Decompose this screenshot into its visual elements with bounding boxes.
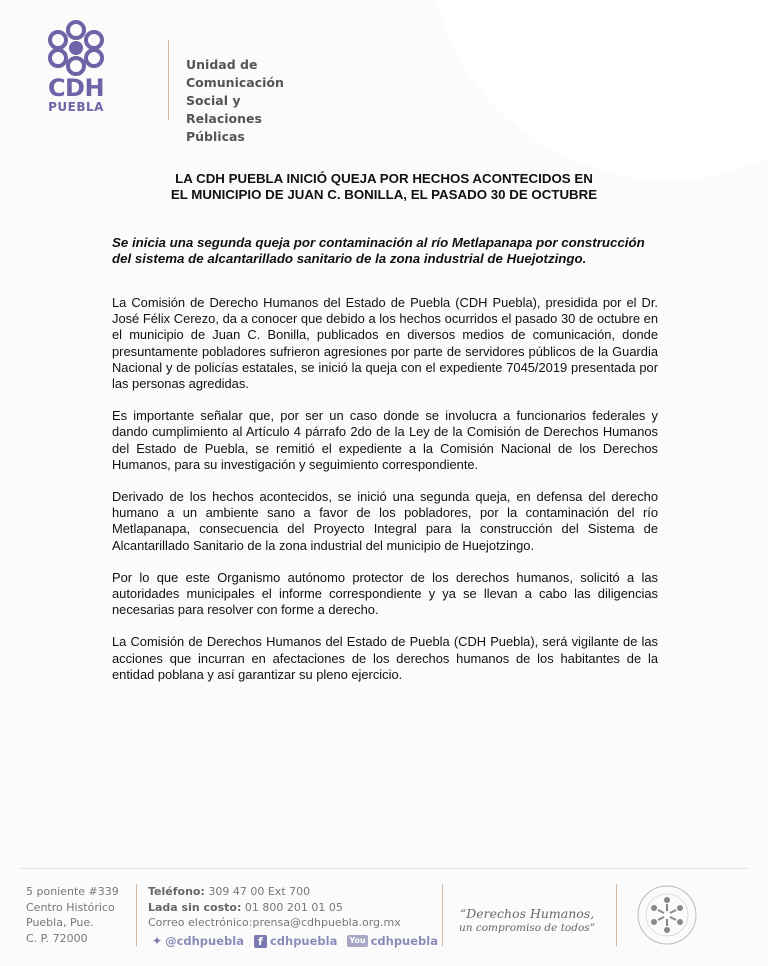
footer-divider <box>20 868 748 869</box>
email-link[interactable]: prensa@cdhpuebla.org.mx <box>252 916 401 929</box>
facebook-icon: f <box>254 935 267 948</box>
twitter-icon: ✦ <box>152 934 163 948</box>
twitter-handle: @cdhpuebla <box>165 934 244 948</box>
logo-cdh-text: CDH <box>47 74 105 102</box>
footer-motto <box>452 907 602 935</box>
youtube-handle: cdhpuebla <box>370 934 438 948</box>
tollfree-label: Lada sin costo: <box>148 900 242 914</box>
phone-label: Teléfono: <box>148 885 205 898</box>
document-body <box>112 295 658 699</box>
facebook-link[interactable] <box>254 934 337 948</box>
body-paragraph: La Comisión de Derechos Humanos del Estado de Puebla (CDH Puebla), será vigilante de las acciones que incurran en afectaciones de los derechos humanos de los habitantes de la entidad poblana y así garantizar su pleno ejercicio. <box>112 634 658 682</box>
tollfree-value: 01 800 201 01 05 <box>244 900 343 914</box>
social-links <box>152 934 438 948</box>
footer-separator <box>616 884 617 946</box>
unit-line: Comunicación Social y <box>186 75 284 108</box>
body-paragraph: Por lo que este Organismo autónomo protector de los derechos humanos, solicitó a las autoridades municipales el informe correspondiente y ya se llevan a cabo las diligencias necesarias para resolver con forme a derecho. <box>112 569 658 618</box>
equality-seal-icon <box>636 884 698 946</box>
motto-line: un compromiso de todos” <box>458 922 596 934</box>
corner-decoration <box>428 0 768 180</box>
footer-address <box>26 884 119 946</box>
document-title <box>110 171 658 203</box>
header-divider <box>168 40 169 120</box>
address-line: 5 poniente #339 <box>26 885 119 898</box>
motto-line: “Derechos Humanos, <box>459 906 595 921</box>
youtube-icon: You <box>349 936 366 945</box>
unit-line: Relaciones Públicas <box>186 111 262 144</box>
body-paragraph: Es importante señalar que, por ser un caso donde se involucra a funcionarios federales y dando cumplimiento al Artículo 4 párrafo 2do de la Ley de la Comisión de Derechos Humanos del Estado de Puebla, se remitió el expediente a la Comisión Nacional de los Derechos Humanos, para su investigación y seguimiento correspondiente. <box>112 408 658 472</box>
youtube-link[interactable] <box>347 934 438 948</box>
title-line: EL MUNICIPIO DE JUAN C. BONILLA, EL PASADO 30 DE OCTUBRE <box>170 187 598 202</box>
facebook-handle: cdhpuebla <box>269 934 338 948</box>
address-line: C. P. 72000 <box>26 931 88 945</box>
email-label: Correo electrónico: <box>148 916 253 929</box>
logo-puebla-text: PUEBLA <box>48 100 104 114</box>
footer-contact <box>148 884 401 931</box>
address-line: Centro Histórico <box>26 900 115 914</box>
body-paragraph: La Comisión de Derecho Humanos del Estado de Puebla (CDH Puebla), presidida por el Dr. José Félix Cerezo, da a conocer que debido a los hechos ocurridos el pasado 30 de octubre en el municipio de Juan C. Bonilla, publicados en diversos medios de comunicación, donde presuntamente pobladores sufrieron agresiones por parte de servidores públicos de la Guardia Nacional y de policías estatales, se inició la queja con el expediente 7045/2019 presentada por las personas agredidas. <box>112 295 658 392</box>
logo-flower-icon <box>44 18 108 76</box>
unit-line: Unidad de <box>186 57 258 72</box>
document-subtitle: Se inicia una segunda queja por contaminación al río Metlapanapa por construcción del sistema de alcantarillado sanitario de la zona industrial de Huejotzingo. <box>112 235 645 266</box>
cdh-logo <box>44 18 108 114</box>
address-line: Puebla, Pue. <box>26 916 94 929</box>
footer-separator <box>442 884 443 946</box>
unit-name <box>186 56 284 146</box>
phone-value: 309 47 00 Ext 700 <box>208 885 311 898</box>
footer-separator <box>136 884 137 946</box>
title-line: LA CDH PUEBLA INICIÓ QUEJA POR HECHOS ACONTECIDOS EN <box>175 171 593 186</box>
twitter-link[interactable] <box>152 934 244 948</box>
body-paragraph: Derivado de los hechos acontecidos, se inició una segunda queja, en defensa del derecho humano a un ambiente sano a favor de los pobladores, por la contaminación del río Metlapanapa, consecuencia del Proyecto Integral para la construcción del Sistema de Alcantarillado Sanitario de la zona industrial del municipio de Huejotzingo. <box>112 489 658 553</box>
